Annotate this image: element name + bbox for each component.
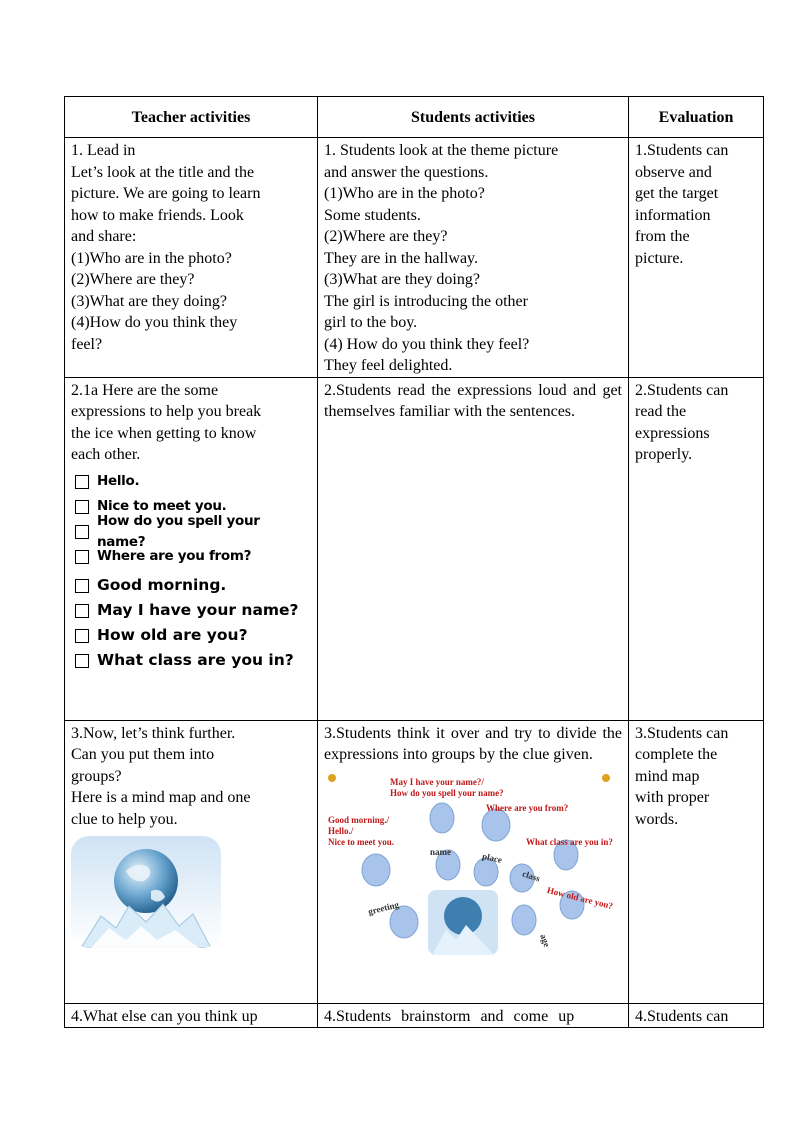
text-line: 1. Students look at the theme picture	[324, 142, 559, 159]
teacher-cell	[65, 1003, 318, 1028]
text-line: from the	[635, 228, 690, 245]
checklist-label: Where are you from?	[97, 548, 252, 565]
text-line: 3.Now, let’s think further.	[71, 724, 236, 742]
mindmap-label: May I have your name?/	[390, 776, 484, 787]
text-line: picture. We are going to learn	[71, 185, 261, 202]
text-line: picture.	[635, 249, 684, 267]
checkbox-icon	[75, 654, 89, 668]
text-line: feel?	[71, 335, 103, 353]
checklist-label: How do you spell your name?	[97, 512, 260, 550]
text-line: 2.Students can	[635, 381, 729, 399]
text-line: The girl is introducing the other	[324, 292, 528, 310]
mindmap-keyword: class	[521, 868, 542, 884]
teacher-cell	[65, 138, 318, 378]
mindmap-label: What class are you in?	[526, 836, 613, 847]
checkbox-icon	[75, 629, 89, 643]
teacher-cell	[65, 377, 318, 720]
text-line: 1. Lead in	[71, 142, 136, 159]
mindmap-keyword: name	[430, 846, 451, 857]
text-line: the ice when getting to know	[71, 424, 257, 442]
evaluation-cell	[629, 138, 764, 378]
text-line: each other.	[71, 446, 141, 463]
text-line: (4) How do you think they feel?	[324, 335, 530, 353]
text-line: (3)What are they doing?	[324, 271, 480, 288]
text-line: Let’s look at the title and the	[71, 163, 255, 181]
text-line: (2)Where are they?	[324, 228, 448, 245]
checkbox-icon	[75, 475, 89, 489]
text-line: 3.Students can	[635, 724, 729, 742]
checkbox-icon	[75, 500, 89, 514]
table-row	[65, 720, 764, 1003]
checklist-item	[71, 624, 311, 649]
checklist-item	[71, 470, 311, 495]
mindmap-keyword: age	[538, 932, 553, 948]
expression-checklist	[71, 470, 311, 674]
checklist-label: How old are you?	[97, 626, 248, 645]
text-line: girl to the boy.	[324, 314, 418, 331]
mindmap-label: Where are you from?	[486, 802, 569, 813]
checklist-label: What class are you in?	[97, 651, 294, 670]
text-line: They are in the hallway.	[324, 249, 479, 267]
text-line: (3)What are they doing?	[71, 292, 227, 310]
text-line: (1)Who are in the photo?	[324, 185, 485, 202]
text-line: groups?	[71, 767, 122, 785]
text-line: properly.	[635, 446, 693, 463]
checkbox-icon	[75, 604, 89, 618]
mindmap-label: How do you spell your name?	[390, 787, 504, 798]
teacher-cell	[65, 720, 318, 1003]
mindmap-label: Good morning./	[328, 814, 390, 825]
text-line: and share:	[71, 228, 137, 245]
table-row	[65, 1003, 764, 1028]
checklist-label: Hello.	[97, 473, 140, 490]
text-line: mind map	[635, 767, 700, 785]
text-line: 4.Students can	[635, 1007, 729, 1025]
students-cell	[318, 1003, 629, 1028]
mind-map-image	[324, 770, 614, 960]
text-line: 2.1a Here are the some	[71, 381, 219, 399]
text-line: clue to help you.	[71, 810, 178, 828]
mindmap-keyword: place	[481, 850, 503, 865]
text-line: read the	[635, 403, 687, 420]
text-line: how to make friends. Look	[71, 206, 244, 224]
text-line: 4.What else can you think up	[71, 1007, 258, 1025]
text-line: 1.Students can	[635, 142, 729, 159]
globe-image	[71, 836, 221, 948]
text-line: (4)How do you think they	[71, 314, 238, 331]
checklist-label: May I have your name?	[97, 601, 299, 620]
text-line: (1)Who are in the photo?	[71, 249, 232, 267]
header-teacher: Teacher activities	[65, 97, 318, 138]
table-row	[65, 138, 764, 378]
checklist-label: Good morning.	[97, 576, 227, 595]
checklist-item	[71, 574, 311, 599]
text-line: words.	[635, 810, 679, 828]
lesson-plan-table	[64, 96, 764, 1028]
evaluation-cell	[629, 377, 764, 720]
text-line: observe and	[635, 163, 712, 181]
header-evaluation: Evaluation	[629, 97, 764, 138]
checklist-item	[71, 512, 311, 550]
text-line: Some students.	[324, 206, 421, 224]
text-line: expressions to help you break	[71, 403, 262, 420]
checkbox-icon	[75, 579, 89, 593]
text-line: 4.Students brainstorm and come up	[324, 1007, 575, 1025]
checkbox-icon	[75, 550, 89, 564]
students-cell	[318, 138, 629, 378]
text-line: expressions	[635, 424, 710, 442]
mindmap-keyword: greeting	[367, 898, 400, 917]
text-line: with proper	[635, 789, 710, 806]
checklist-label: Nice to meet you.	[97, 498, 227, 515]
table-row	[65, 377, 764, 720]
students-cell	[318, 377, 629, 720]
text-line: They feel delighted.	[324, 357, 453, 374]
checkbox-icon	[75, 525, 89, 539]
checklist-item	[71, 649, 311, 674]
text-line: get the target	[635, 185, 719, 202]
checklist-item	[71, 599, 311, 624]
text-line: information	[635, 206, 711, 224]
cell-text: 3.Students think it over and try to divide the expressions into groups by the clue given.	[324, 724, 622, 763]
text-line: Here is a mind map and one	[71, 789, 251, 806]
header-row	[65, 97, 764, 138]
evaluation-cell	[629, 720, 764, 1003]
text-line: (2)Where are they?	[71, 271, 195, 288]
students-cell	[318, 720, 629, 1003]
text-line: and answer the questions.	[324, 163, 489, 181]
text-line: Can you put them into	[71, 746, 215, 763]
header-students: Students activities	[318, 97, 629, 138]
mindmap-label: How old are you?	[545, 884, 614, 911]
evaluation-cell	[629, 1003, 764, 1028]
text-line: complete the	[635, 746, 718, 763]
mindmap-label: Hello./	[328, 825, 354, 836]
mindmap-label: Nice to meet you.	[328, 836, 394, 847]
cell-text: 2.Students read the expressions loud and get themselves familiar with the sentences.	[324, 381, 622, 420]
